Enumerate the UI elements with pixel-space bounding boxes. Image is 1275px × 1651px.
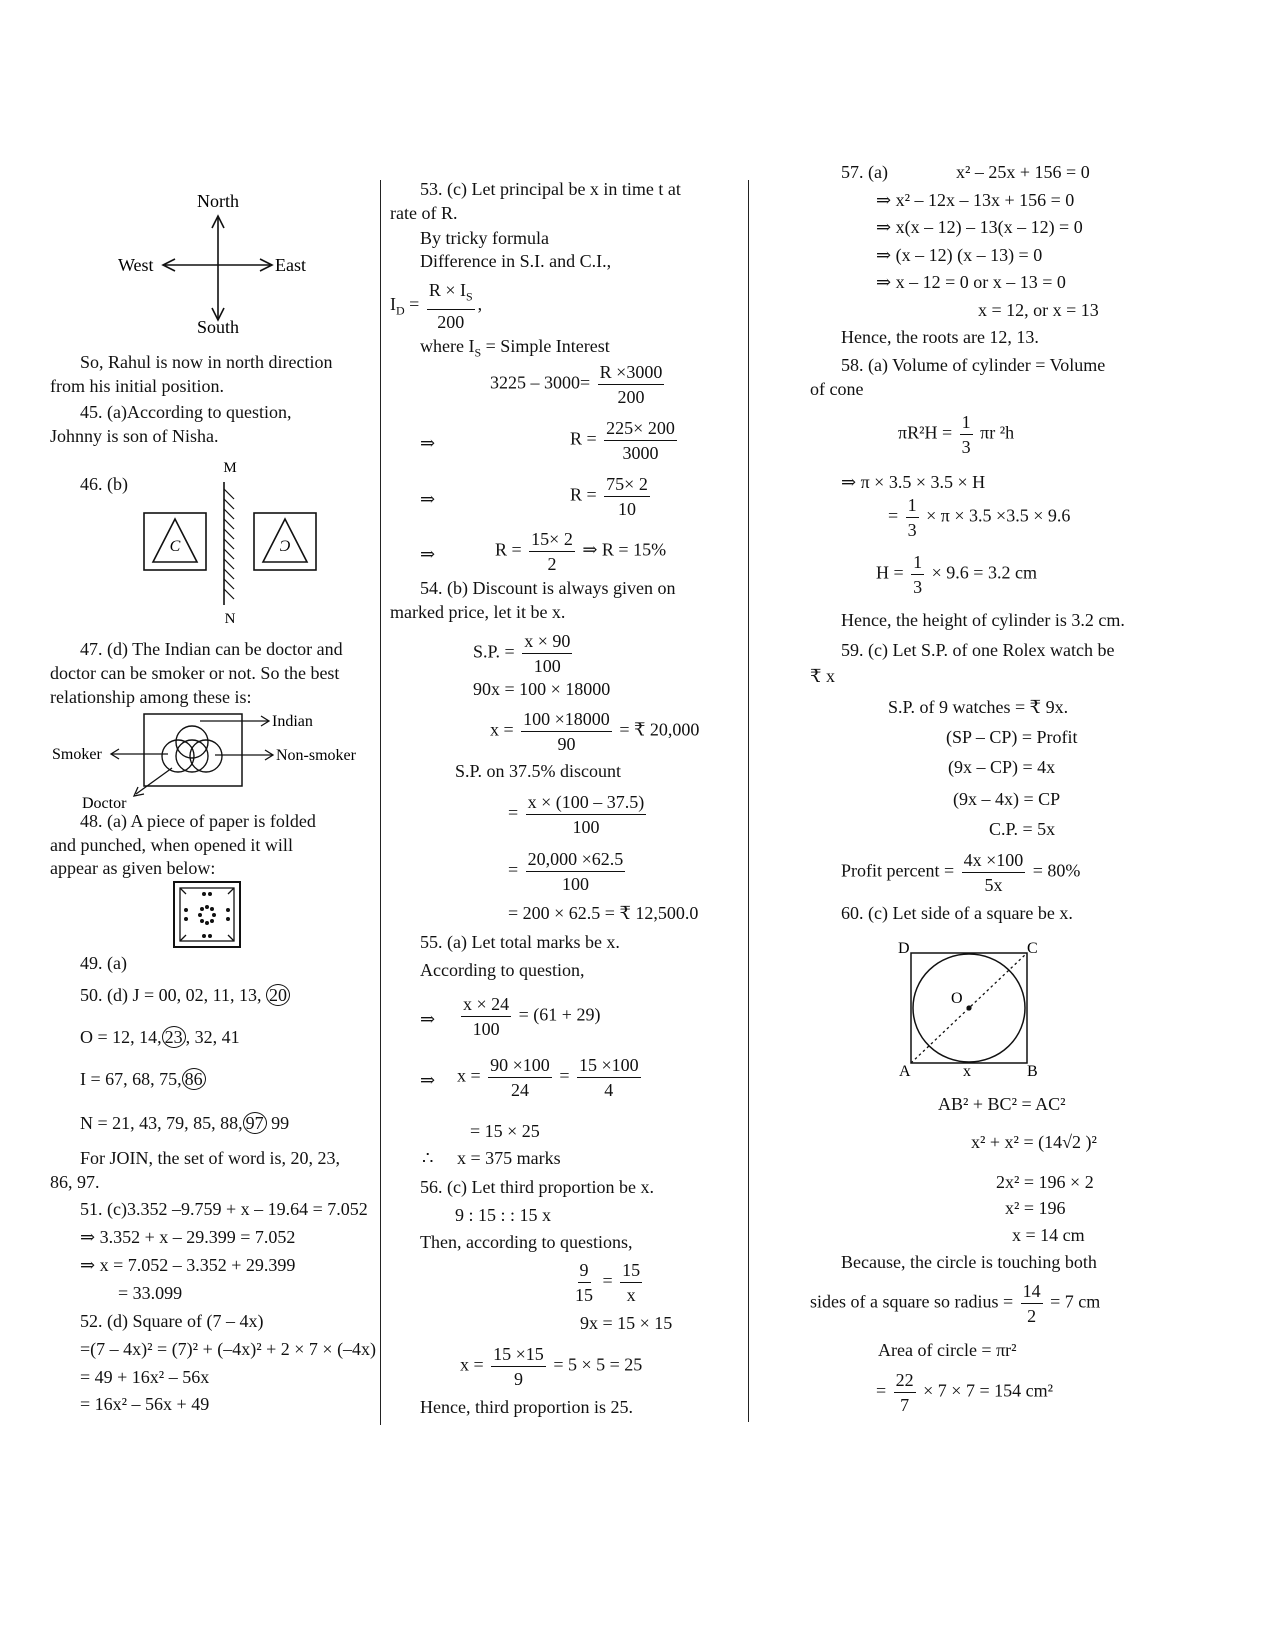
id-numerator-text: R × I	[428, 280, 466, 300]
id-lhs-sub: D	[396, 303, 405, 318]
eq2-den: 3000	[622, 443, 659, 463]
q50-o-line	[80, 1026, 240, 1048]
eq4-num: 15× 2	[529, 527, 575, 552]
p1-eq: =	[602, 1270, 613, 1291]
eq1-num: R ×3000	[598, 360, 665, 385]
q50-j-circled: 20	[266, 984, 290, 1006]
q47-line-1: 47. (d) The Indian can be doctor and	[80, 639, 343, 659]
p3-num: 15 ×15	[491, 1342, 546, 1367]
d1-eq: =	[508, 802, 519, 823]
m2-den-2: 4	[604, 1080, 614, 1100]
q47-line-3: relationship among these is:	[50, 687, 252, 707]
q54-line-2: marked price, let it be x.	[390, 602, 566, 622]
d2-eq: =	[508, 859, 519, 880]
v3-tail: × π × 3.5 ×3.5 × 9.6	[926, 505, 1071, 526]
area-calc	[876, 1368, 1053, 1417]
pp-lhs: Profit percent =	[841, 860, 955, 881]
square-label-o: O	[951, 990, 963, 1007]
radius-num: 14	[1021, 1279, 1043, 1304]
q50-n-line	[80, 1112, 289, 1134]
eq3-lhs: R =	[570, 484, 597, 505]
s1: x² + x² = (14√2 )²	[971, 1132, 1097, 1152]
v1-num: 1	[960, 410, 973, 435]
q44-answer-line-2: from his initial position.	[50, 376, 224, 396]
column-divider-2	[748, 180, 749, 1422]
p1-frac-2	[620, 1258, 642, 1307]
mirror-bottom-label: N	[224, 611, 236, 625]
q47-line-2: doctor can be smoker or not. So the best	[50, 663, 340, 683]
q55-line-2: According to question,	[420, 960, 585, 980]
sp-eq	[473, 629, 575, 678]
x-frac	[521, 707, 612, 756]
p1	[570, 1258, 645, 1307]
sp-90x: 90x = 100 × 18000	[473, 679, 611, 699]
v4-tail: × 9.6 = 3.2 cm	[931, 562, 1037, 583]
d2-frac	[526, 847, 626, 896]
m1-num: x × 24	[461, 992, 511, 1017]
x-num: 100 ×18000	[521, 707, 612, 732]
s2: 2x² = 196 × 2	[996, 1172, 1094, 1192]
q58-line-2: of cone	[810, 379, 864, 399]
because-line: Because, the circle is touching both	[841, 1252, 1097, 1272]
q45-line-1: 45. (a)According to question,	[80, 402, 292, 422]
eq4-tail: ⇒ R = 15%	[582, 539, 667, 560]
q57-conclusion: Hence, the roots are 12, 13.	[841, 327, 1039, 347]
q57-line-5: ⇒ x – 12 = 0 or x – 13 = 0	[876, 272, 1066, 292]
id-denominator: 200	[437, 311, 465, 332]
v1-lhs: πR²H =	[898, 422, 953, 443]
p3	[460, 1342, 642, 1391]
m1-den: 100	[472, 1019, 500, 1039]
q50-o-text: O = 12, 14,	[80, 1027, 162, 1047]
compass-west-label: West	[118, 255, 154, 275]
v3-den: 3	[907, 520, 917, 540]
q57-label: 57. (a)	[841, 162, 888, 182]
profit-percent	[841, 848, 1080, 897]
venn-smoker-label: Smoker	[52, 746, 102, 763]
area-line: Area of circle = πr²	[878, 1340, 1017, 1360]
p3-tail: = 5 × 5 = 25	[553, 1354, 643, 1375]
p3-den: 9	[513, 1369, 523, 1389]
eq2-frac	[604, 416, 677, 465]
v2: ⇒ π × 3.5 × 3.5 × H	[841, 472, 986, 492]
q59-line-2: ₹ x	[810, 666, 835, 686]
v4-num: 1	[911, 550, 924, 575]
q46-label: 46. (b)	[80, 474, 128, 494]
s4: x = 14 cm	[1012, 1225, 1085, 1245]
m2-num-2: 15 ×100	[577, 1053, 641, 1078]
x-den: 90	[557, 734, 576, 754]
compass-north-label: North	[197, 191, 239, 211]
q56-line-1: 56. (c) Let third proportion be x.	[420, 1177, 654, 1197]
eq2-num: 225× 200	[604, 416, 677, 441]
eq3-num: 75× 2	[604, 472, 650, 497]
v3	[888, 493, 1070, 542]
v4-frac	[911, 550, 924, 599]
d1	[508, 790, 649, 839]
x-lhs: x =	[490, 719, 514, 740]
m3: = 15 × 25	[470, 1121, 540, 1141]
pp-num: 4x ×100	[962, 848, 1026, 873]
q48-line-1: 48. (a) A piece of paper is folded	[80, 811, 316, 831]
q48-line-2: and punched, when opened it will	[50, 835, 293, 855]
q56-line-2: 9 : 15 : : 15 x	[455, 1205, 552, 1225]
eq3-den: 10	[618, 499, 636, 519]
q53-line-3: By tricky formula	[420, 228, 549, 248]
eq1-lhs: 3225 – 3000=	[490, 372, 591, 393]
v3-frac	[906, 493, 919, 542]
q50-n-text: N = 21, 43, 79, 85, 88,	[80, 1113, 243, 1133]
q50-conclusion-2: 86, 97.	[50, 1172, 100, 1192]
q57-line-1: x² – 25x + 156 = 0	[956, 162, 1090, 182]
q52-line-3: = 49 + 16x² – 56x	[80, 1367, 210, 1387]
venn-doctor-label: Doctor	[82, 795, 127, 810]
v3-num: 1	[906, 493, 919, 518]
eq4-den: 2	[547, 554, 557, 574]
m2-frac-2	[577, 1053, 641, 1102]
sp-discount-label: S.P. on 37.5% discount	[455, 761, 622, 781]
q60-line: 60. (c) Let side of a square be x.	[841, 903, 1073, 923]
p1-num-1: 9	[578, 1258, 591, 1283]
q56-conclusion: Hence, third proportion is 25.	[420, 1397, 633, 1417]
d1-frac	[526, 790, 647, 839]
square-circle-diagram	[893, 935, 1053, 1085]
d2-num: 20,000 ×62.5	[526, 847, 626, 872]
pp-tail: = 80%	[1032, 860, 1081, 881]
d1-den: 100	[572, 817, 600, 837]
m1-tail: = (61 + 29)	[518, 1004, 601, 1025]
column-divider-1	[380, 180, 381, 1425]
sp-num: x × 90	[522, 629, 572, 654]
id-numerator	[427, 278, 475, 310]
sp-den: 100	[533, 656, 561, 676]
m2-frac-1	[488, 1053, 552, 1102]
q51-line-4: = 33.099	[118, 1283, 183, 1303]
q54-line-1: 54. (b) Discount is always given on	[420, 578, 676, 598]
eq4	[495, 527, 666, 576]
radius-pre: sides of a square so radius =	[810, 1291, 1014, 1312]
square-label-a: A	[899, 1063, 911, 1080]
q45-line-2: Johnny is son of Nisha.	[50, 426, 219, 446]
v3-eq: =	[888, 505, 899, 526]
eq1-den: 200	[617, 387, 645, 407]
q51-line-3: ⇒ x = 7.052 – 3.352 + 29.399	[80, 1255, 296, 1275]
square-label-b: B	[1027, 1063, 1038, 1080]
q50-i-circled: 86	[182, 1068, 206, 1090]
id-lhs: I	[390, 293, 396, 314]
s3: x² = 196	[1005, 1198, 1066, 1218]
q50-n-circled: 97	[243, 1112, 267, 1134]
q57-line-4: ⇒ (x – 12) (x – 13) = 0	[876, 245, 1043, 265]
left-figure-letter: C	[169, 538, 181, 555]
v1-den: 3	[961, 437, 971, 457]
p1-num-2: 15	[620, 1258, 642, 1283]
q57-line-3: ⇒ x(x – 12) – 13(x – 12) = 0	[876, 217, 1083, 237]
square-label-x: x	[963, 1063, 971, 1080]
id-comma: ,	[477, 293, 483, 314]
eq3	[570, 472, 653, 521]
id-formula: $I_D$ = $\frac{R \times I_S}{200}$ ,	[390, 280, 483, 332]
q44-answer-line-1: So, Rahul is now in north direction	[80, 352, 333, 372]
m2-lhs: x =	[457, 1065, 481, 1086]
radius-den: 2	[1027, 1306, 1037, 1326]
m1-frac	[461, 992, 511, 1041]
compass-south-label: South	[196, 317, 240, 337]
sp-frac	[522, 629, 572, 678]
m2-den-1: 24	[510, 1080, 529, 1100]
q59-calc-4: (9x – 4x) = CP	[953, 789, 1061, 809]
q52-line-4: = 16x² – 56x + 49	[80, 1394, 210, 1414]
area-frac	[894, 1368, 916, 1417]
q55-line-1: 55. (a) Let total marks be x.	[420, 932, 620, 952]
q50-i-text: I = 67, 68, 75,	[80, 1069, 182, 1089]
eq3-implies: ⇒	[420, 489, 436, 509]
p1-frac-1	[573, 1258, 595, 1307]
q50-n-rest: 99	[266, 1113, 290, 1133]
square-label-d: D	[898, 940, 910, 957]
radius-line	[810, 1279, 1100, 1328]
m2-eq: =	[559, 1065, 570, 1086]
x-tail: = ₹ 20,000	[619, 719, 700, 740]
p3-frac	[491, 1342, 546, 1391]
radius-tail: = 7 cm	[1050, 1291, 1101, 1312]
q58-line-1: 58. (a) Volume of cylinder = Volume	[841, 355, 1106, 375]
venn-diagram	[50, 708, 375, 810]
q59-calc-2: (SP – CP) = Profit	[946, 727, 1078, 747]
venn-non-smoker-label: Non-smoker	[276, 747, 356, 764]
id-fraction	[427, 278, 475, 334]
area-den: 7	[900, 1395, 910, 1415]
square-label-c: C	[1027, 940, 1038, 957]
where-sub: S	[474, 345, 482, 360]
p1-den-2: x	[626, 1285, 636, 1305]
q53-line-2: rate of R.	[390, 203, 458, 223]
q50-conclusion-1: For JOIN, the set of word is, 20, 23,	[80, 1148, 340, 1168]
eq1-frac	[598, 360, 665, 409]
m2-num-1: 90 ×100	[488, 1053, 552, 1078]
q50-j-text: 50. (d) J = 00, 02, 11, 13,	[80, 985, 262, 1005]
v4	[876, 550, 1037, 599]
right-figure-letter: Ɔ	[279, 538, 291, 555]
v4-den: 3	[913, 577, 923, 597]
pythagoras: AB² + BC² = AC²	[938, 1094, 1066, 1114]
compass-east-label: East	[275, 255, 306, 275]
x-eq	[490, 707, 699, 756]
m2-implies: ⇒	[420, 1070, 436, 1090]
q59-calc-5: C.P. = 5x	[989, 819, 1056, 839]
area-eq: =	[876, 1380, 887, 1401]
compass-diagram	[110, 188, 340, 338]
p1-den-1: 15	[575, 1285, 593, 1305]
pp-frac	[962, 848, 1026, 897]
q52-line-1: 52. (d) Square of (7 – 4x)	[80, 1311, 264, 1331]
eq4-implies: ⇒	[420, 544, 436, 564]
v1	[898, 410, 1014, 459]
q50-i-line	[80, 1068, 206, 1090]
mirror-top-label: M	[223, 460, 237, 476]
radius-frac	[1021, 1279, 1043, 1328]
pp-den: 5x	[984, 875, 1003, 895]
where-text: where I	[420, 336, 475, 356]
q57-line-2: ⇒ x² – 12x – 13x + 156 = 0	[876, 190, 1075, 210]
q50-o-rest: , 32, 41	[185, 1027, 240, 1047]
mirror-image-diagram	[140, 455, 320, 625]
eq4-frac	[529, 527, 575, 576]
q59-calc-3: (9x – CP) = 4x	[948, 757, 1056, 777]
d1-num: x × (100 – 37.5)	[526, 790, 647, 815]
sp-lhs: S.P. =	[473, 641, 515, 662]
eq4-lhs: R =	[495, 539, 522, 560]
q48-line-3: appear as given below:	[50, 858, 216, 878]
q51-line-1: 51. (c)3.352 –9.759 + x – 19.64 = 7.052	[80, 1199, 368, 1219]
m2	[457, 1053, 644, 1102]
id-numerator-sub: S	[465, 289, 473, 304]
d2	[508, 847, 628, 896]
q49-label: 49. (a)	[80, 953, 127, 973]
area-tail: × 7 × 7 = 154 cm²	[923, 1380, 1053, 1401]
q57-line-6: x = 12, or x = 13	[978, 300, 1099, 320]
venn-indian-label: Indian	[272, 713, 313, 730]
eq3-frac	[604, 472, 650, 521]
where-tail: = Simple Interest	[481, 336, 610, 356]
m4: x = 375 marks	[457, 1148, 561, 1168]
q56-line-3: Then, according to questions,	[420, 1232, 633, 1252]
q58-conclusion: Hence, the height of cylinder is 3.2 cm.	[841, 610, 1125, 630]
q59-calc-1: S.P. of 9 watches = ₹ 9x.	[888, 697, 1069, 717]
therefore-sign: ∴	[422, 1148, 434, 1168]
punched-paper-diagram	[173, 881, 243, 949]
m1-implies: ⇒	[420, 1009, 436, 1029]
q53-line-4: Difference in S.I. and C.I.,	[420, 251, 612, 271]
eq1	[490, 360, 667, 409]
p3-lhs: x =	[460, 1354, 484, 1375]
v4-lhs: H =	[876, 562, 904, 583]
eq2-lhs: R =	[570, 428, 597, 449]
q53-line-1: 53. (c) Let principal be x in time t at	[420, 179, 681, 199]
d2-den: 100	[561, 874, 589, 894]
p2: 9x = 15 × 15	[580, 1313, 673, 1333]
d3: = 200 × 62.5 = ₹ 12,500.0	[508, 903, 699, 923]
eq2-implies: ⇒	[420, 433, 436, 453]
eq2	[570, 416, 680, 465]
q52-line-2: =(7 – 4x)² = (7)² + (–4x)² + 2 × 7 × (–4x)	[80, 1339, 377, 1359]
q50-o-circled: 23	[162, 1026, 186, 1048]
q50-j-line	[80, 984, 290, 1006]
v1-tail: πr ²h	[980, 422, 1015, 443]
q59-line-1: 59. (c) Let S.P. of one Rolex watch be	[841, 640, 1115, 660]
v1-frac	[960, 410, 973, 459]
area-num: 22	[894, 1368, 916, 1393]
m1	[458, 992, 600, 1041]
q51-line-2: ⇒ 3.352 + x – 29.399 = 7.052	[80, 1227, 296, 1247]
